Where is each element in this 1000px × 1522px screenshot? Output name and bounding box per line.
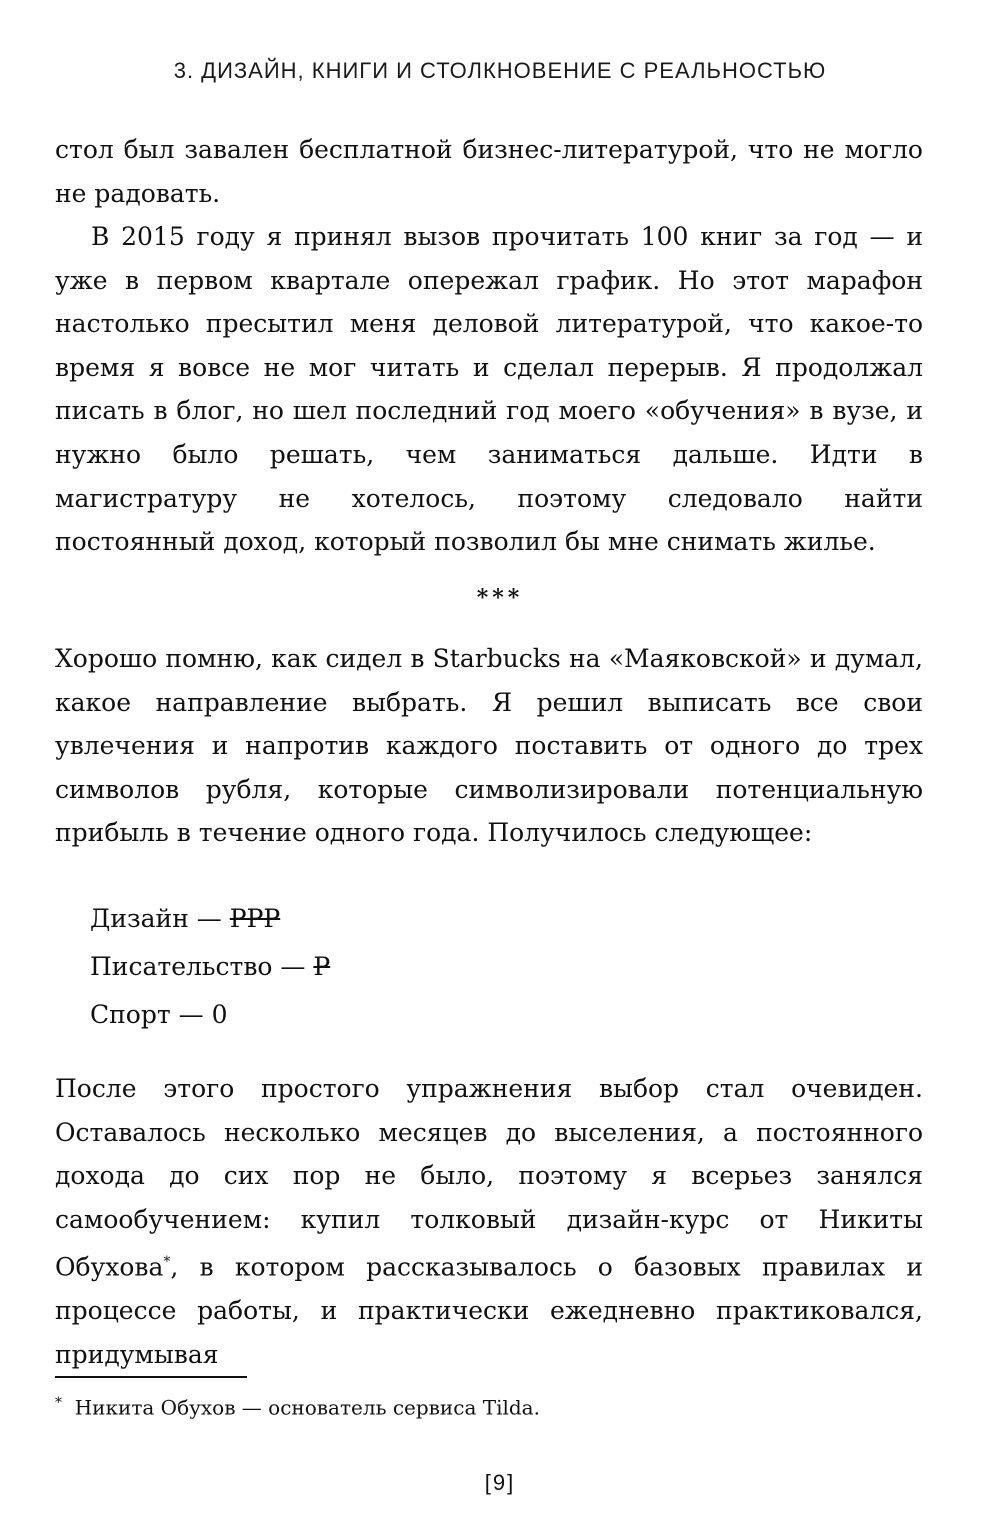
footnote-mark: * [55, 1395, 62, 1411]
footnote-text: Никита Обухов — основатель сервиса Tilda. [74, 1395, 540, 1420]
running-header: 3. ДИЗАЙН, КНИГИ И СТОЛКНОВЕНИЕ С РЕАЛЬНОСТЬЮ [173, 58, 827, 83]
list-item [90, 895, 590, 943]
paragraph-starbucks: Хорошо помню, как сидел в Starbucks на «Маяковской» и думал, какое направление выбрать. Я решил выписать все свои увлечения и напротив каждого поставить от одного до трех символов рубля, которые символизировали потенциальную прибыль в течение одного года. Получилось следующее: [55, 644, 923, 848]
footnote [55, 1388, 923, 1423]
ruble-rating: 0 [211, 1000, 228, 1029]
paragraph-reading-challenge: В 2015 году я принял вызов прочитать 100 книг за год — и уже в первом квартале опережал график. Но этот марафон настолько пресытил меня деловой литературой, что какое-то время я вовсе не мог читать и сделал перерыв. Я продолжал писать в блог, но шел последний год моего «обучения» в вузе, и нужно было решать, чем заниматься дальше. Идти в магистратуру не хотелось, поэтому следовало найти постоянный доход, который позволил бы мне снимать жилье. [55, 222, 923, 557]
list-item-label: Писательство — [90, 952, 314, 981]
footnote-rule [55, 1376, 247, 1378]
list-item [90, 943, 590, 991]
ruble-rating: P [313, 952, 331, 981]
list-item-label: Спорт — [90, 1000, 212, 1029]
paragraph-continued: стол был завален бесплатной бизнес-литературой, что не могло не радовать. [55, 135, 923, 208]
hobby-profit-list [90, 895, 590, 1039]
list-item-label: Дизайн — [90, 904, 230, 933]
paragraph-self-education [55, 1067, 923, 1376]
ruble-rating: PPP [229, 904, 281, 933]
paragraph-text: , в котором рассказывалось о базовых правилах и процессе работы, и практически ежедневно практиковался, придумывая [55, 1252, 923, 1369]
list-item [90, 991, 590, 1039]
page-number: [9] [484, 1470, 516, 1495]
footnote-reference: * [163, 1254, 171, 1271]
paragraph-text: После этого простого упражнения выбор стал очевиден. Оставалось несколько месяцев до выселения, а постоянного дохода до сих пор не было, поэтому я всерьез занялся самообучением: купил толковый дизайн-курс от Никиты Обухова [55, 1074, 923, 1282]
section-separator: *** [476, 585, 524, 611]
